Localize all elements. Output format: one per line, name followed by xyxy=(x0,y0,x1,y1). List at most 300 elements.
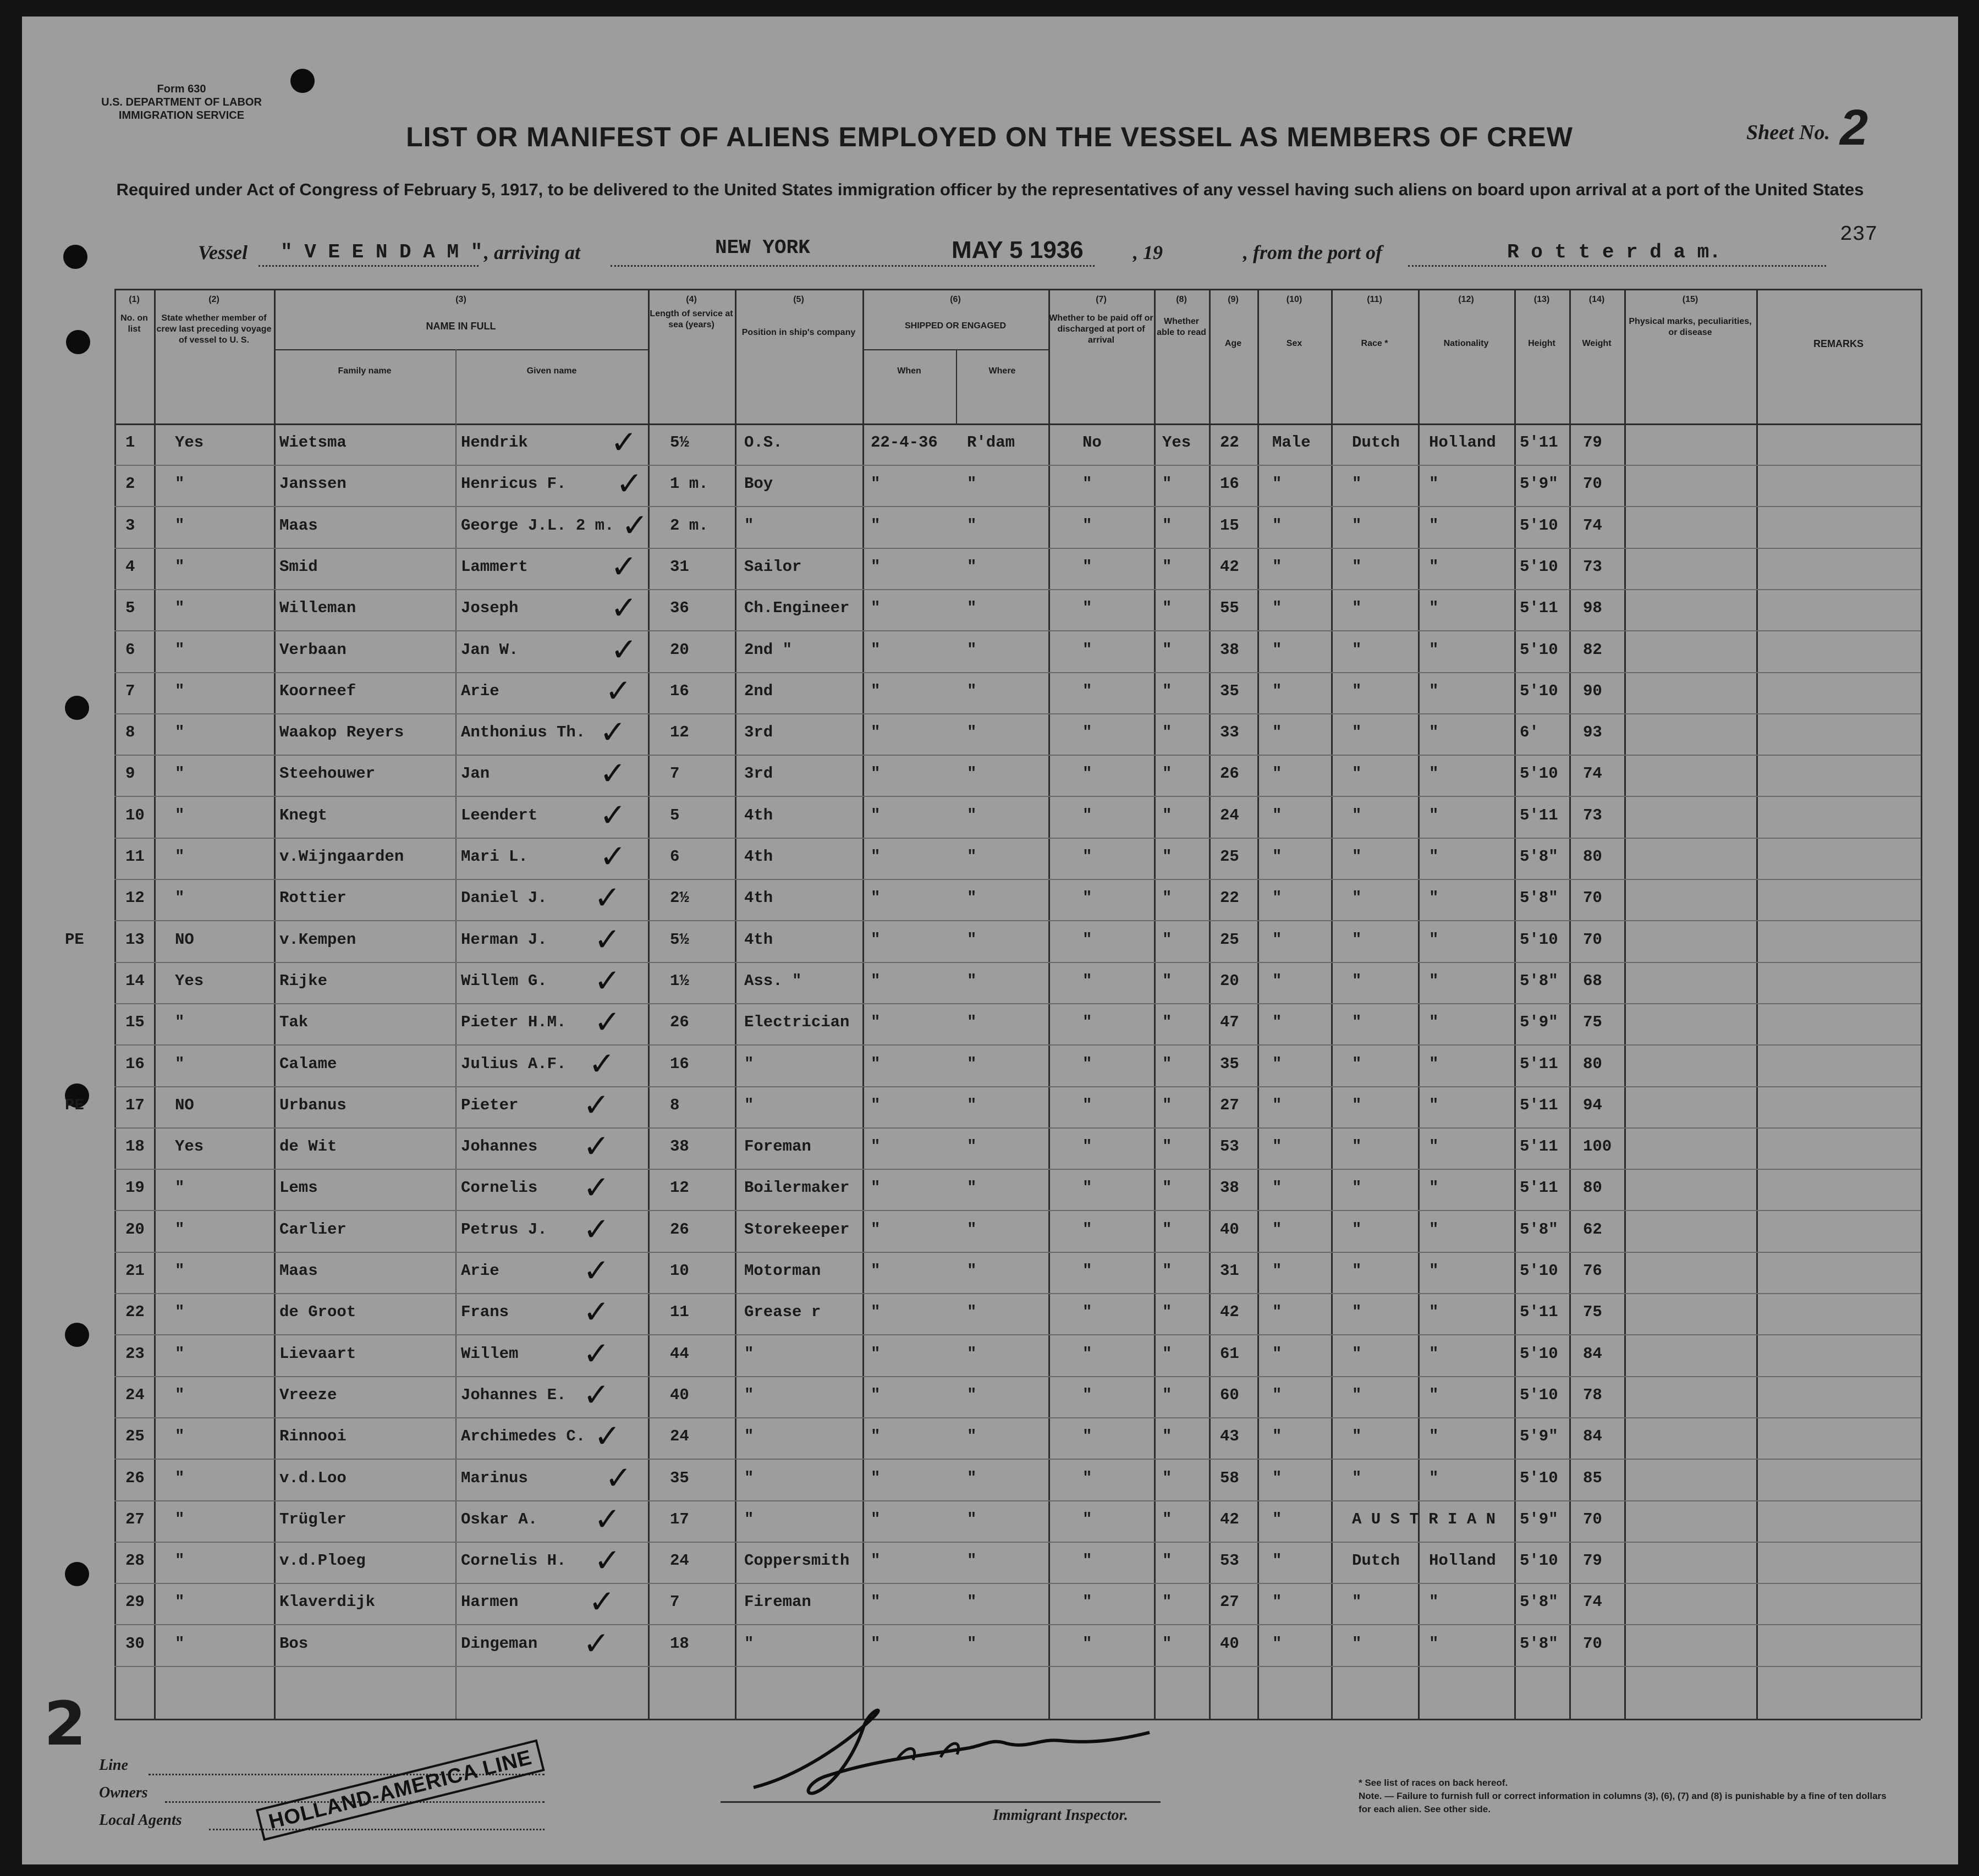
cell-family-name: v.Wijngaarden xyxy=(279,848,404,866)
cell-shipped-where: " xyxy=(967,806,977,824)
cell-nationality: " xyxy=(1429,640,1439,659)
cell-paid-off: " xyxy=(1082,1593,1092,1611)
cell-service-length: 35 xyxy=(670,1468,689,1487)
cell-weight: 75 xyxy=(1583,1013,1602,1032)
cell-shipped-where: " xyxy=(967,640,977,659)
cell-row-number: 20 xyxy=(125,1220,145,1239)
cell-position: " xyxy=(744,1468,754,1487)
cell-race: " xyxy=(1352,1013,1362,1032)
local-agents-label: Local Agents xyxy=(99,1812,182,1829)
cell-family-name: Janssen xyxy=(279,475,347,493)
cell-weight: 80 xyxy=(1583,1179,1602,1197)
cell-given-name: Pieter xyxy=(461,1096,519,1114)
cell-service-length: 2 m. xyxy=(670,516,708,535)
cell-able-to-read: " xyxy=(1162,1179,1172,1197)
cell-row-number: 21 xyxy=(125,1262,145,1280)
cell-age: 40 xyxy=(1220,1220,1239,1239)
checkmark-icon: ✓ xyxy=(583,1086,610,1124)
cell-nationality: " xyxy=(1429,1137,1439,1156)
cell-given-name: Leendert xyxy=(461,806,538,824)
cell-race: " xyxy=(1352,1096,1362,1114)
cell-family-name: Rijke xyxy=(279,971,328,990)
cell-shipped-where: " xyxy=(967,1262,977,1280)
cell-sex: " xyxy=(1272,848,1282,866)
cell-weight: 93 xyxy=(1583,723,1602,742)
cell-prev-voyage: Yes xyxy=(175,433,204,452)
cell-shipped-when: " xyxy=(871,848,881,866)
cell-row-number: 30 xyxy=(125,1634,145,1653)
cell-paid-off: " xyxy=(1082,516,1092,535)
cell-prev-voyage: " xyxy=(175,806,185,824)
cell-weight: 90 xyxy=(1583,681,1602,700)
table-row xyxy=(65,920,1921,963)
cell-service-length: 24 xyxy=(670,1427,689,1446)
cell-sex: " xyxy=(1272,930,1282,949)
cell-able-to-read: " xyxy=(1162,723,1172,742)
cell-prev-voyage: " xyxy=(175,1262,185,1280)
cell-shipped-where: " xyxy=(967,1510,977,1528)
shipped-divider xyxy=(956,349,957,423)
cell-shipped-when: " xyxy=(871,1385,881,1404)
checkmark-icon: ✓ xyxy=(583,1210,610,1248)
shipped-subrule xyxy=(862,349,1048,350)
cell-sex: " xyxy=(1272,971,1282,990)
cell-shipped-when: " xyxy=(871,806,881,824)
cell-family-name: Koorneef xyxy=(279,681,356,700)
cell-nationality: " xyxy=(1429,599,1439,618)
col-13-header: (13) Height xyxy=(1528,295,1555,348)
cell-nationality: " xyxy=(1429,764,1439,783)
cell-prev-voyage: " xyxy=(175,1013,185,1032)
cell-weight: 78 xyxy=(1583,1385,1602,1404)
cell-nationality: " xyxy=(1429,1634,1439,1653)
cell-sex: " xyxy=(1272,1468,1282,1487)
holland-america-line-stamp: HOLLAND-AMERICA LINE xyxy=(256,1739,545,1841)
table-row xyxy=(114,1625,1921,1667)
cell-able-to-read: " xyxy=(1162,1427,1172,1446)
cell-family-name: Verbaan xyxy=(279,640,347,659)
punch-hole xyxy=(290,69,315,93)
cell-sex: " xyxy=(1272,1013,1282,1032)
cell-race: " xyxy=(1352,516,1362,535)
cell-weight: 73 xyxy=(1583,806,1602,824)
cell-position: 4th xyxy=(744,889,773,907)
cell-weight: 70 xyxy=(1583,1634,1602,1653)
cell-family-name: Urbanus xyxy=(279,1096,347,1114)
cell-prev-voyage: " xyxy=(175,723,185,742)
cell-service-length: 24 xyxy=(670,1552,689,1570)
cell-given-name: Henricus F. xyxy=(461,475,567,493)
cell-shipped-when: " xyxy=(871,557,881,576)
cell-able-to-read: " xyxy=(1162,1344,1172,1363)
cell-given-name: Pieter H.M. xyxy=(461,1013,567,1032)
cell-given-name: Petrus J. xyxy=(461,1220,547,1239)
cell-race: " xyxy=(1352,1593,1362,1611)
cell-shipped-where: " xyxy=(967,930,977,949)
cell-row-number: 13 xyxy=(125,930,145,949)
cell-shipped-where: " xyxy=(967,516,977,535)
cell-row-number: 27 xyxy=(125,1510,145,1528)
cell-given-name: Dingeman xyxy=(461,1634,538,1653)
cell-height: 5'10 xyxy=(1520,930,1558,949)
arriving-label: , arriving at xyxy=(484,241,581,263)
cell-prev-voyage: " xyxy=(175,475,185,493)
checkmark-icon: ✓ xyxy=(594,920,621,958)
cell-prev-voyage: " xyxy=(175,557,185,576)
table-row xyxy=(114,589,1921,631)
cell-shipped-when: " xyxy=(871,1344,881,1363)
cell-position: Fireman xyxy=(744,1593,811,1611)
cell-shipped-when: " xyxy=(871,1262,881,1280)
cell-shipped-where: " xyxy=(967,1344,977,1363)
cell-paid-off: " xyxy=(1082,1262,1092,1280)
cell-height: 6' xyxy=(1520,723,1539,742)
inspector-signature-line xyxy=(721,1801,1161,1803)
cell-service-length: 6 xyxy=(670,848,680,866)
col-12-header: (12) Nationality xyxy=(1443,295,1489,348)
cell-nationality: " xyxy=(1429,1303,1439,1322)
cell-height: 5'11 xyxy=(1520,1096,1558,1114)
cell-position: " xyxy=(744,1510,754,1528)
cell-row-number: 4 xyxy=(125,557,135,576)
checkmark-icon: ✓ xyxy=(589,1044,615,1082)
table-row xyxy=(65,1086,1921,1129)
cell-shipped-when: " xyxy=(871,1013,881,1032)
cell-shipped-when: " xyxy=(871,1593,881,1611)
cell-family-name: v.Kempen xyxy=(279,930,356,949)
cell-able-to-read: " xyxy=(1162,1013,1172,1032)
given-name-header: Given name xyxy=(526,366,577,376)
cell-service-length: 38 xyxy=(670,1137,689,1156)
cell-able-to-read: " xyxy=(1162,1593,1172,1611)
cell-nationality: " xyxy=(1429,681,1439,700)
cell-given-name: Joseph xyxy=(461,599,519,618)
cell-nationality: " xyxy=(1429,1262,1439,1280)
col-15-header: (15) Physical marks, peculiarities, or disease xyxy=(1629,295,1752,337)
cell-nationality: " xyxy=(1429,930,1439,949)
cell-weight: 100 xyxy=(1583,1137,1612,1156)
cell-service-length: 12 xyxy=(670,1179,689,1197)
cell-position: " xyxy=(744,1385,754,1404)
cell-position: Storekeeper xyxy=(744,1220,850,1239)
cell-paid-off: " xyxy=(1082,475,1092,493)
cell-height: 5'8" xyxy=(1520,1220,1558,1239)
cell-shipped-where: " xyxy=(967,1137,977,1156)
cell-sex: " xyxy=(1272,764,1282,783)
cell-given-name: Harmen xyxy=(461,1593,519,1611)
table-row xyxy=(114,755,1921,797)
cell-shipped-when: " xyxy=(871,1303,881,1322)
cell-height: 5'8" xyxy=(1520,889,1558,907)
cell-height: 5'10 xyxy=(1520,1344,1558,1363)
table-row xyxy=(114,796,1921,839)
cell-paid-off: " xyxy=(1082,889,1092,907)
cell-weight: 80 xyxy=(1583,848,1602,866)
vessel-underline xyxy=(259,265,479,267)
cell-service-length: 1 m. xyxy=(670,475,708,493)
cell-position: 3rd xyxy=(744,764,773,783)
cell-height: 5'10 xyxy=(1520,640,1558,659)
cell-sex: " xyxy=(1272,1385,1282,1404)
cell-row-number: 18 xyxy=(125,1137,145,1156)
checkmark-icon: ✓ xyxy=(605,1459,632,1497)
cell-race: Dutch xyxy=(1352,433,1400,452)
checkmark-icon: ✓ xyxy=(600,838,626,875)
cell-weight: 75 xyxy=(1583,1303,1602,1322)
cell-family-name: Bos xyxy=(279,1634,309,1653)
page-subtitle: Required under Act of Congress of February 5, 1917, to be delivered to the United States immigration officer by the representatives of any vessel having such aliens on board upon arrival at a port of the United States xyxy=(116,180,1864,199)
cell-height: 5'8" xyxy=(1520,1593,1558,1611)
checkmark-icon: ✓ xyxy=(594,1500,621,1538)
cell-given-name: Cornelis xyxy=(461,1179,538,1197)
year-label: , 19 xyxy=(1133,241,1163,263)
cell-shipped-when: " xyxy=(871,1634,881,1653)
cell-paid-off: " xyxy=(1082,1220,1092,1239)
cell-position: Foreman xyxy=(744,1137,811,1156)
cell-prev-voyage: " xyxy=(175,1427,185,1446)
service-name: IMMIGRATION SERVICE xyxy=(118,109,245,122)
cell-age: 42 xyxy=(1220,1510,1239,1528)
checkmark-icon: ✓ xyxy=(594,1542,621,1580)
cell-position: Ch.Engineer xyxy=(744,599,850,618)
cell-nationality: Holland xyxy=(1429,1552,1496,1570)
cell-age: 58 xyxy=(1220,1468,1239,1487)
cell-shipped-where: " xyxy=(967,848,977,866)
cell-row-number: 14 xyxy=(125,971,145,990)
cell-height: 5'10 xyxy=(1520,1262,1558,1280)
cell-row-number: 5 xyxy=(125,599,135,618)
cell-paid-off: " xyxy=(1082,1303,1092,1322)
cell-age: 42 xyxy=(1220,557,1239,576)
checkmark-icon: ✓ xyxy=(583,1624,610,1662)
cell-given-name: Oskar A. xyxy=(461,1510,538,1528)
cell-age: 25 xyxy=(1220,848,1239,866)
table-row xyxy=(114,631,1921,673)
cell-shipped-where: " xyxy=(967,1054,977,1073)
col-2-header: (2) State whether member of crew last preceding voyage of vessel to U. S. xyxy=(156,295,272,345)
cell-paid-off: " xyxy=(1082,1344,1092,1363)
cell-row-number: 11 xyxy=(125,848,145,866)
checkmark-icon: ✓ xyxy=(611,547,637,585)
cell-shipped-when: " xyxy=(871,516,881,535)
cell-paid-off: No xyxy=(1082,433,1102,452)
department-name: U.S. DEPARTMENT OF LABOR xyxy=(101,96,262,108)
family-name-header: Family name xyxy=(338,366,392,376)
cell-weight: 68 xyxy=(1583,971,1602,990)
cell-nationality: " xyxy=(1429,1593,1439,1611)
cell-nationality: " xyxy=(1429,1220,1439,1239)
penalty-note: Note. — Failure to furnish full or correct information in columns (3), (6), (7) and (8) is punishable by a fine of ten dollars for each alien. See other side. xyxy=(1359,1791,1887,1814)
cell-given-name: Jan xyxy=(461,764,490,783)
cell-sex: " xyxy=(1272,1096,1282,1114)
cell-row-number: 1 xyxy=(125,433,135,452)
line-label: Line xyxy=(99,1757,128,1774)
cell-height: 5'11 xyxy=(1520,599,1558,618)
cell-shipped-when: " xyxy=(871,723,881,742)
punch-hole xyxy=(65,1562,89,1586)
cell-race: " xyxy=(1352,599,1362,618)
cell-age: 61 xyxy=(1220,1344,1239,1363)
cell-family-name: Smid xyxy=(279,557,318,576)
cell-family-name: Willeman xyxy=(279,599,356,618)
cell-given-name: Marinus xyxy=(461,1468,528,1487)
page-number: 237 xyxy=(1840,223,1878,246)
cell-family-name: Knegt xyxy=(279,806,328,824)
cell-service-length: 26 xyxy=(670,1013,689,1032)
cell-race: " xyxy=(1352,848,1362,866)
cell-prev-voyage: " xyxy=(175,640,185,659)
agents-underline xyxy=(209,1829,545,1830)
table-row xyxy=(114,713,1921,756)
cell-given-name: Herman J. xyxy=(461,930,547,949)
cell-height: 5'10 xyxy=(1520,764,1558,783)
cell-able-to-read: " xyxy=(1162,1552,1172,1570)
checkmark-icon: ✓ xyxy=(594,879,621,917)
cell-nationality: " xyxy=(1429,557,1439,576)
cell-age: 20 xyxy=(1220,971,1239,990)
cell-sex: " xyxy=(1272,1262,1282,1280)
cell-family-name: Waakop Reyers xyxy=(279,723,404,742)
cell-shipped-where: " xyxy=(967,1220,977,1239)
cell-shipped-where: " xyxy=(967,1634,977,1653)
cell-row-number: 16 xyxy=(125,1054,145,1073)
cell-age: 22 xyxy=(1220,433,1239,452)
cell-position: Boilermaker xyxy=(744,1179,850,1197)
cell-position: O.S. xyxy=(744,433,783,452)
cell-race: " xyxy=(1352,681,1362,700)
cell-prev-voyage: " xyxy=(175,681,185,700)
from-port: R o t t e r d a m. xyxy=(1507,241,1721,263)
cell-family-name: Maas xyxy=(279,1262,318,1280)
cell-service-length: 16 xyxy=(670,1054,689,1073)
cell-given-name: Archimedes C. xyxy=(461,1427,586,1446)
cell-height: 5'11 xyxy=(1520,1179,1558,1197)
cell-sex: " xyxy=(1272,475,1282,493)
cell-able-to-read: " xyxy=(1162,1510,1172,1528)
checkmark-icon: ✓ xyxy=(600,796,626,834)
cell-race: " xyxy=(1352,1634,1362,1653)
checkmark-icon: ✓ xyxy=(583,1169,610,1207)
col-3-header: (3) NAME IN FULL xyxy=(426,295,496,332)
cell-race: " xyxy=(1352,1385,1362,1404)
cell-age: 15 xyxy=(1220,516,1239,535)
cell-age: 53 xyxy=(1220,1137,1239,1156)
cell-race: Dutch xyxy=(1352,1552,1400,1570)
cell-paid-off: " xyxy=(1082,1096,1092,1114)
inspector-label: Immigrant Inspector. xyxy=(993,1807,1128,1824)
cell-shipped-when: " xyxy=(871,1137,881,1156)
cell-sex: " xyxy=(1272,1552,1282,1570)
table-row xyxy=(114,548,1921,590)
cell-family-name: Tak xyxy=(279,1013,309,1032)
cell-position: Motorman xyxy=(744,1262,821,1280)
cell-weight: 74 xyxy=(1583,1593,1602,1611)
cell-position: Electrician xyxy=(744,1013,850,1032)
cell-weight: 74 xyxy=(1583,764,1602,783)
table-row xyxy=(114,423,1921,466)
cell-nationality: " xyxy=(1429,516,1439,535)
cell-given-name: Hendrik xyxy=(461,433,528,452)
cell-paid-off: " xyxy=(1082,1468,1092,1487)
cell-family-name: Vreeze xyxy=(279,1385,337,1404)
cell-able-to-read: " xyxy=(1162,557,1172,576)
cell-able-to-read: " xyxy=(1162,806,1172,824)
races-note: * See list of races on back hereof. xyxy=(1359,1778,1508,1788)
cell-shipped-where: " xyxy=(967,1468,977,1487)
vessel-label: Vessel xyxy=(198,241,248,263)
cell-weight: 80 xyxy=(1583,1054,1602,1073)
cell-race: " xyxy=(1352,1137,1362,1156)
cell-height: 5'10 xyxy=(1520,1468,1558,1487)
cell-sex: Male xyxy=(1272,433,1311,452)
cell-shipped-when: " xyxy=(871,1427,881,1446)
checkmark-icon: ✓ xyxy=(611,589,637,627)
cell-position: 4th xyxy=(744,806,773,824)
cell-weight: 70 xyxy=(1583,930,1602,949)
cell-family-name: Trügler xyxy=(279,1510,347,1528)
cell-shipped-where: " xyxy=(967,1096,977,1114)
cell-height: 5'10 xyxy=(1520,1385,1558,1404)
cell-sex: " xyxy=(1272,1137,1282,1156)
cell-age: 35 xyxy=(1220,1054,1239,1073)
cell-nationality: " xyxy=(1429,1344,1439,1363)
cell-race: " xyxy=(1352,889,1362,907)
punch-hole xyxy=(66,330,90,354)
cell-shipped-where: " xyxy=(967,475,977,493)
cell-weight: 98 xyxy=(1583,599,1602,618)
cell-race: A U S T R I A N xyxy=(1352,1510,1496,1528)
cell-position: 3rd xyxy=(744,723,773,742)
cell-shipped-when: " xyxy=(871,971,881,990)
cell-service-length: 8 xyxy=(670,1096,680,1114)
cell-row-number: 6 xyxy=(125,640,135,659)
cell-prev-voyage: " xyxy=(175,1344,185,1363)
checkmark-icon: ✓ xyxy=(600,755,626,793)
margin-annotation: PE xyxy=(65,1096,84,1114)
cell-service-length: 17 xyxy=(670,1510,689,1528)
cell-weight: 84 xyxy=(1583,1427,1602,1446)
cell-row-number: 17 xyxy=(125,1096,145,1114)
cell-service-length: 20 xyxy=(670,640,689,659)
cell-row-number: 26 xyxy=(125,1468,145,1487)
cell-shipped-where: " xyxy=(967,764,977,783)
checkmark-icon: ✓ xyxy=(583,1334,610,1372)
cell-weight: 76 xyxy=(1583,1262,1602,1280)
cell-prev-voyage: " xyxy=(175,1468,185,1487)
cell-weight: 84 xyxy=(1583,1344,1602,1363)
cell-prev-voyage: " xyxy=(175,1179,185,1197)
checkmark-icon: ✓ xyxy=(594,1003,621,1041)
cell-weight: 62 xyxy=(1583,1220,1602,1239)
cell-sex: " xyxy=(1272,681,1282,700)
cell-given-name: Willem xyxy=(461,1344,519,1363)
cell-sex: " xyxy=(1272,1427,1282,1446)
cell-age: 55 xyxy=(1220,599,1239,618)
cell-shipped-where: " xyxy=(967,723,977,742)
cell-race: " xyxy=(1352,557,1362,576)
cell-able-to-read: " xyxy=(1162,1220,1172,1239)
arriving-underline xyxy=(611,265,1095,267)
cell-weight: 94 xyxy=(1583,1096,1602,1114)
cell-service-length: 44 xyxy=(670,1344,689,1363)
cell-row-number: 28 xyxy=(125,1552,145,1570)
cell-race: " xyxy=(1352,1344,1362,1363)
cell-shipped-where: " xyxy=(967,971,977,990)
cell-height: 5'8" xyxy=(1520,971,1558,990)
cell-age: 38 xyxy=(1220,1179,1239,1197)
cell-service-length: 1½ xyxy=(670,971,689,990)
cell-weight: 79 xyxy=(1583,1552,1602,1570)
